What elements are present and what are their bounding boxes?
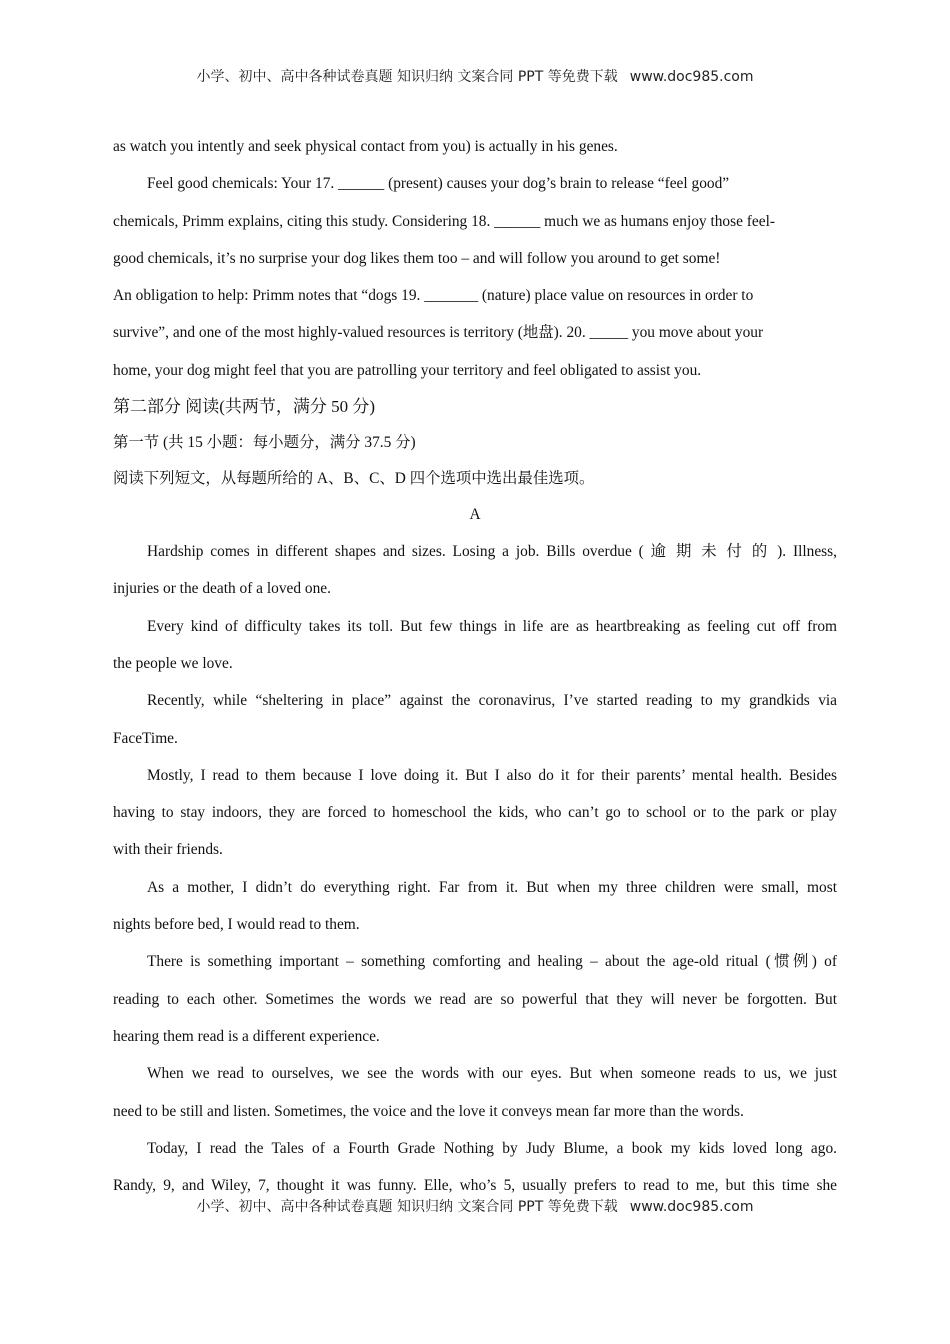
text-line: Every kind of difficulty takes its toll. But few things in life are as heartbreaking as feeling cut off from	[147, 617, 837, 635]
text-line: as watch you intently and seek physical contact from you) is actually in his genes.	[113, 138, 618, 155]
text-line: good chemicals, it’s no surprise your dog likes them too – and will follow you around to get some!	[113, 249, 721, 267]
text-line: nights before bed, I would read to them.	[113, 916, 360, 934]
text-line: reading to each other. Sometimes the words we read are so powerful that they will never be forgotten. But	[113, 990, 837, 1008]
page-footer-banner	[0, 1196, 950, 1216]
text-line: When we read to ourselves, we see the words with our eyes. But when someone reads to us, we just	[147, 1065, 837, 1083]
text-line-blank-19: An obligation to help: Primm notes that “dogs 19. _______ (nature) place value on resources in order to	[113, 287, 754, 305]
text-line: hearing them read is a different experience.	[113, 1027, 380, 1045]
text-line-blank-17: Feel good chemicals: Your 17. ______ (present) causes your dog’s brain to release “feel good”	[147, 175, 730, 193]
document-body	[113, 128, 837, 1204]
text-line: having to stay indoors, they are forced to homeschool the kids, who can’t go to school or to the park or play	[113, 804, 837, 822]
text-line: Hardship comes in different shapes and sizes. Losing a job. Bills overdue ( 逾 期 未 付 的 ). Illness,	[147, 543, 837, 561]
header-url-link[interactable]: www.doc985.com	[629, 69, 754, 85]
footer-banner-text: 小学、初中、高中各种试卷真题 知识归纳 文案合同 PPT 等免费下载	[196, 1199, 618, 1215]
text-line: There is something important – something comforting and healing – about the age-old ritual (惯例) of	[147, 953, 837, 971]
passage-a	[113, 533, 837, 1204]
text-line: with their friends.	[113, 841, 223, 859]
text-line: injuries or the death of a loved one.	[113, 580, 331, 598]
header-banner-text: 小学、初中、高中各种试卷真题 知识归纳 文案合同 PPT 等免费下载	[196, 69, 618, 85]
text-line-blank-20: survive”, and one of the most highly-valued resources is territory (地盘). 20. _____ you move about your	[113, 324, 764, 342]
text-line: Recently, while “sheltering in place” against the coronavirus, I’ve started reading to my grandkids via	[147, 692, 837, 710]
instructions: 阅读下列短文，从每题所给的 A、B、C、D 四个选项中选出最佳选项。	[113, 470, 595, 488]
text-line: the people we love.	[113, 654, 233, 672]
text-line: need to be still and listen. Sometimes, the voice and the love it conveys mean far more than the words.	[113, 1102, 744, 1120]
passage-label: A	[469, 506, 481, 524]
grammar-fill-passage	[113, 128, 837, 389]
page-header-banner	[0, 66, 950, 86]
text-line: As a mother, I didn’t do everything right. Far from it. But when my three children were small, most	[147, 878, 837, 896]
part-title: 第二部分 阅读(共两节，满分 50 分)	[113, 397, 376, 417]
footer-url-link[interactable]: www.doc985.com	[629, 1199, 754, 1215]
text-line: home, your dog might feel that you are patrolling your territory and feel obligated to assist you.	[113, 361, 702, 379]
text-line: Randy, 9, and Wiley, 7, thought it was funny. Elle, who’s 5, usually prefers to read to me, but this time she	[113, 1177, 837, 1195]
subsection-title: 第一节 (共 15 小题：每小题分，满分 37.5 分)	[113, 434, 416, 452]
text-line: FaceTime.	[113, 729, 178, 747]
text-line: Mostly, I read to them because I love doing it. But I also do it for their parents’ mental health. Besides	[147, 766, 837, 784]
text-line: Today, I read the Tales of a Fourth Grade Nothing by Judy Blume, a book my kids loved long ago.	[147, 1139, 837, 1157]
text-line-blank-18: chemicals, Primm explains, citing this study. Considering 18. ______ much we as humans enjoy those feel-	[113, 212, 775, 230]
